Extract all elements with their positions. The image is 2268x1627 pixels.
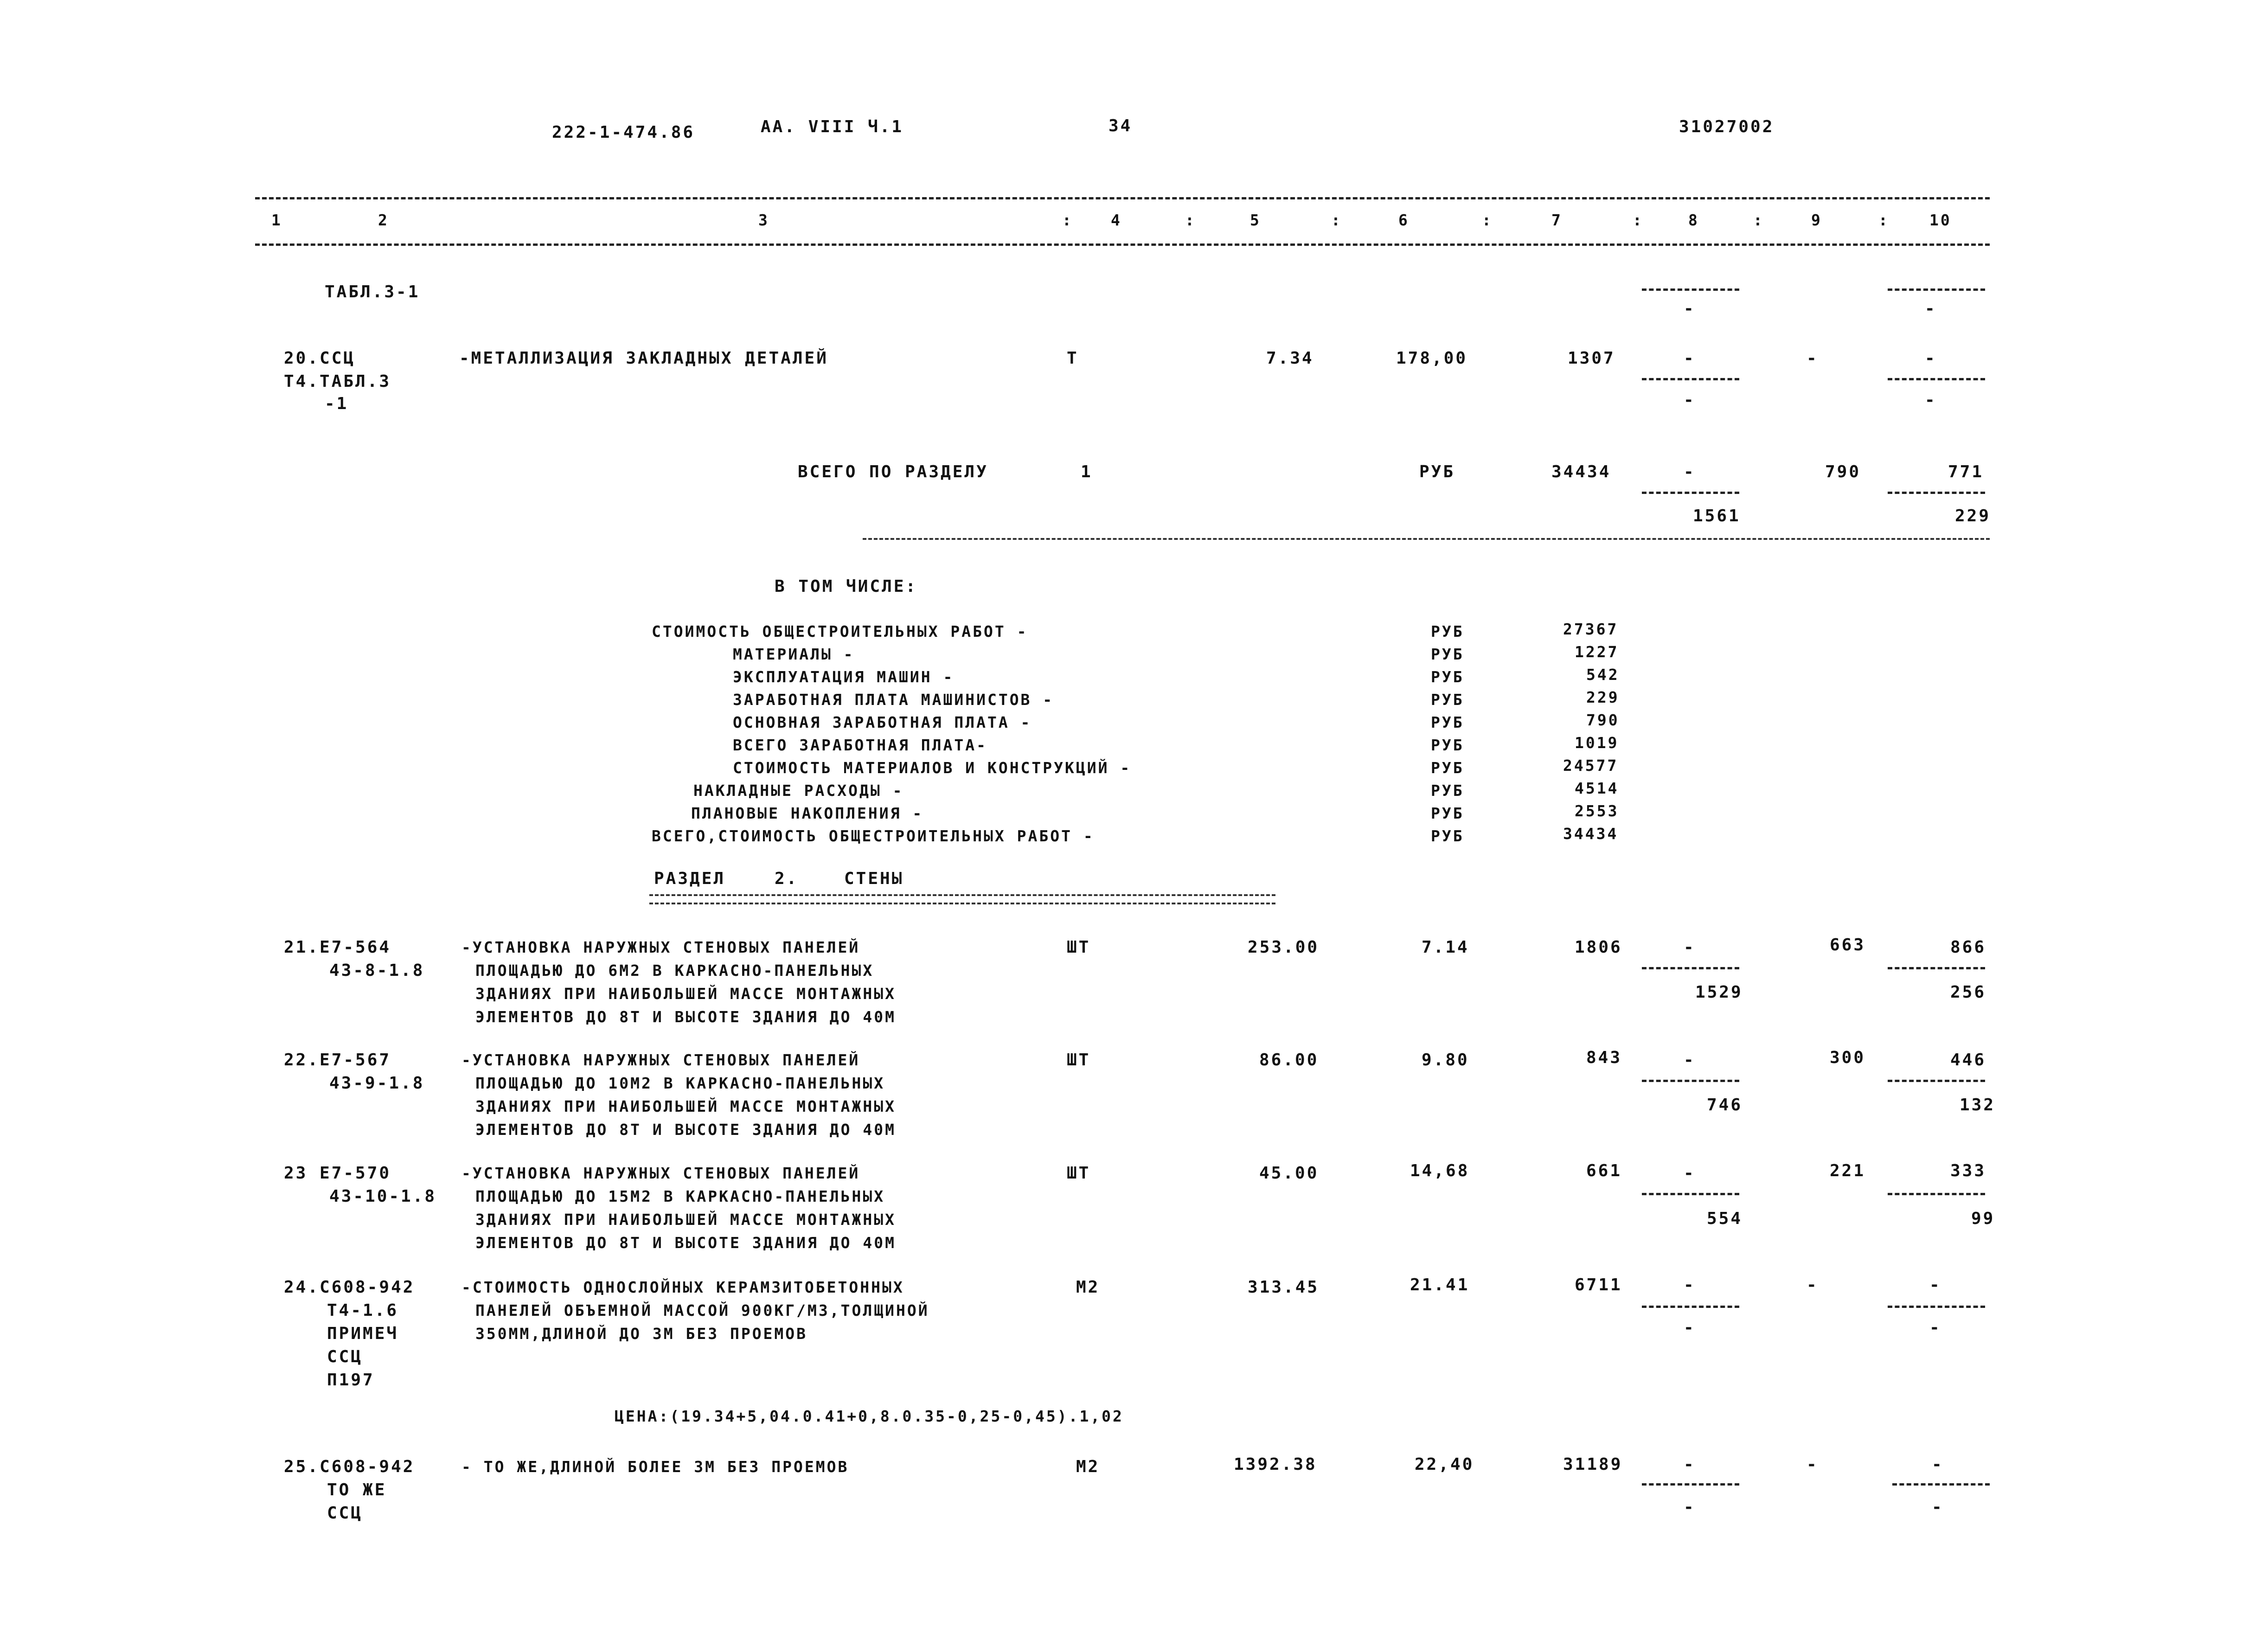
item-unit: М2 — [1076, 1278, 1100, 1297]
item-unit-price: 9.80 — [1422, 1051, 1469, 1070]
col8-divider — [1642, 378, 1739, 380]
column-separator: : — [1753, 211, 1764, 229]
breakdown-value: 1227 — [1575, 643, 1619, 661]
item-ref-line: -1 — [325, 394, 349, 413]
col8-divider — [1642, 288, 1739, 291]
item-ref-line: 43-9-1.8 — [329, 1074, 425, 1093]
breakdown-label: НАКЛАДНЫЕ РАСХОДЫ - — [693, 781, 904, 800]
item-description: - ТО ЖЕ,ДЛИНОЙ БОЛЕЕ 3М БЕЗ ПРОЕМОВ — [461, 1458, 849, 1476]
breakdown-value: 4514 — [1575, 779, 1619, 797]
item-quantity: 86.00 — [1259, 1051, 1319, 1070]
item-ref-line: П197 — [327, 1371, 375, 1390]
col9-value: 790 — [1825, 462, 1861, 481]
table-ref: ТАБЛ.3-1 — [325, 282, 420, 301]
breakdown-label: ЗАРАБОТНАЯ ПЛАТА МАШИНИСТОВ - — [733, 691, 1054, 709]
album-label: АА. VIII Ч.1 — [761, 117, 904, 136]
column-header-9: 9 — [1811, 211, 1822, 229]
item-number-ref: 21.Е7-564 — [284, 938, 391, 957]
item-ref-line: 43-10-1.8 — [329, 1187, 437, 1206]
item-ref-line: ТО ЖЕ — [327, 1480, 387, 1499]
item-number-ref: 22.Е7-567 — [284, 1051, 391, 1070]
breakdown-value: 790 — [1586, 711, 1620, 729]
col8-bottom-value: 1529 — [1695, 983, 1743, 1002]
section-total-value: 34434 — [1551, 462, 1611, 481]
item-unit: М2 — [1076, 1457, 1100, 1476]
item-description: ЭЛЕМЕНТОВ ДО 8Т И ВЫСОТЕ ЗДАНИЯ ДО 40М — [475, 1234, 896, 1252]
table-top-rule — [255, 197, 1990, 199]
item-description: ЗДАНИЯХ ПРИ НАИБОЛЬШЕЙ МАССЕ МОНТАЖНЫХ — [475, 985, 896, 1003]
col10-top-value: 771 — [1948, 462, 1984, 481]
col8-bottom-value: 1561 — [1693, 506, 1741, 525]
item-unit-price: 14,68 — [1410, 1161, 1470, 1180]
col10-bottom-value: - — [1929, 1318, 1941, 1337]
item-number-ref: 23 Е7-570 — [284, 1164, 391, 1183]
item-description: ПЛОЩАДЬЮ ДО 10М2 В КАРКАСНО-ПАНЕЛЬНЫХ — [475, 1074, 885, 1092]
document-number: 31027002 — [1679, 117, 1775, 136]
breakdown-value: 542 — [1586, 666, 1620, 684]
col8-bottom-value: - — [1684, 299, 1696, 318]
col8-divider — [1642, 1306, 1739, 1308]
item-unit-price: 178,00 — [1396, 349, 1468, 368]
col10-divider — [1888, 967, 1985, 969]
item-description: -СТОИМОСТЬ ОДНОСЛОЙНЫХ КЕРАМЗИТОБЕТОННЫХ — [461, 1278, 904, 1296]
breakdown-label: МАТЕРИАЛЫ - — [733, 645, 855, 663]
col9-value: - — [1807, 1455, 1819, 1474]
col9-value: 221 — [1830, 1161, 1866, 1180]
column-header-2: 2 — [378, 211, 389, 229]
item-quantity: 7.34 — [1266, 349, 1314, 368]
col9-value: 300 — [1830, 1048, 1866, 1067]
item-quantity: 313.45 — [1248, 1278, 1320, 1297]
column-separator: : — [1482, 211, 1493, 229]
col10-top-value: 333 — [1950, 1161, 1986, 1180]
item-unit: ШТ — [1067, 938, 1091, 957]
breakdown-unit: РУБ — [1431, 691, 1464, 709]
item-quantity: 253.00 — [1248, 938, 1320, 957]
document-code: 222-1-474.86 — [552, 123, 695, 142]
col10-top-value: - — [1925, 349, 1937, 368]
item-number-ref: 24.С608-942 — [284, 1278, 415, 1297]
price-formula: ЦЕНА:(19.34+5,04.0.41+0,8.0.35-0,25-0,45).1,02 — [615, 1407, 1124, 1425]
column-separator: : — [1331, 211, 1342, 229]
breakdown-label: СТОИМОСТЬ МАТЕРИАЛОВ И КОНСТРУКЦИЙ - — [733, 759, 1132, 777]
item-unit-price: 7.14 — [1422, 938, 1469, 957]
col8-bottom-value: 554 — [1707, 1209, 1743, 1228]
breakdown-unit: РУБ — [1431, 827, 1464, 845]
breakdown-label: ПЛАНОВЫЕ НАКОПЛЕНИЯ - — [691, 804, 924, 822]
col9-value: - — [1807, 1275, 1819, 1294]
column-separator: : — [1633, 211, 1644, 229]
breakdown-value: 27367 — [1563, 620, 1619, 638]
col8-divider — [1642, 1483, 1739, 1486]
column-header-4: 4 — [1111, 211, 1122, 229]
item-quantity: 45.00 — [1259, 1164, 1319, 1183]
col8-top-value: - — [1684, 1164, 1696, 1183]
breakdown-unit: РУБ — [1431, 759, 1464, 777]
breakdown-unit: РУБ — [1431, 668, 1464, 686]
item-description: 350ММ,ДЛИНОЙ ДО 3М БЕЗ ПРОЕМОВ — [475, 1325, 808, 1343]
col10-bottom-value: - — [1932, 1498, 1944, 1517]
col10-bottom-value: 256 — [1950, 983, 1986, 1002]
item-description: -УСТАНОВКА НАРУЖНЫХ СТЕНОВЫХ ПАНЕЛЕЙ — [461, 938, 860, 956]
breakdown-value: 2553 — [1575, 802, 1619, 820]
col8-divider — [1642, 967, 1739, 969]
breakdown-unit: РУБ — [1431, 781, 1464, 800]
col10-top-value: - — [1929, 1275, 1941, 1294]
column-header-7: 7 — [1551, 211, 1563, 229]
col10-divider — [1888, 378, 1985, 380]
col8-divider — [1642, 492, 1739, 494]
breakdown-label: ВСЕГО ЗАРАБОТНАЯ ПЛАТА- — [733, 736, 987, 754]
page-number: 34 — [1108, 116, 1133, 135]
column-header-5: 5 — [1250, 211, 1261, 229]
item-ref-line: Т4.ТАБЛ.3 — [284, 372, 391, 391]
item-ref-line: 43-8-1.8 — [329, 961, 425, 980]
col9-value: 663 — [1830, 935, 1866, 954]
col10-top-value: 866 — [1950, 938, 1986, 957]
col10-divider — [1888, 492, 1985, 494]
col10-divider — [1888, 1080, 1985, 1082]
item-unit-price: 22,40 — [1415, 1455, 1474, 1474]
item-unit: ШТ — [1067, 1051, 1091, 1070]
item-unit: ШТ — [1067, 1164, 1091, 1183]
column-separator: : — [1185, 211, 1196, 229]
col10-bottom-value: - — [1925, 299, 1937, 318]
item-ref-line: ПРИМЕЧ — [327, 1324, 399, 1343]
col10-divider — [1888, 1193, 1985, 1195]
breakdown-unit: РУБ — [1431, 736, 1464, 754]
item-unit: Т — [1067, 349, 1079, 368]
breakdown-unit: РУБ — [1431, 622, 1464, 641]
col10-divider — [1888, 288, 1985, 291]
item-total: 1307 — [1568, 349, 1615, 368]
col10-top-value: - — [1932, 1455, 1944, 1474]
col10-bottom-value: - — [1925, 391, 1937, 410]
section-number: 1 — [1081, 462, 1093, 481]
item-description: -МЕТАЛЛИЗАЦИЯ ЗАКЛАДНЫХ ДЕТАЛЕЙ — [459, 349, 828, 368]
section-label: РАЗДЕЛ — [654, 869, 726, 888]
item-unit-price: 21.41 — [1410, 1275, 1470, 1294]
breakdown-unit: РУБ — [1431, 804, 1464, 822]
col10-top-value: 446 — [1950, 1051, 1986, 1070]
section-total-unit: РУБ — [1419, 462, 1455, 481]
breakdown-value: 24577 — [1563, 756, 1619, 775]
item-total: 661 — [1586, 1161, 1622, 1180]
col8-top-value: - — [1684, 938, 1696, 957]
item-description: ЭЛЕМЕНТОВ ДО 8Т И ВЫСОТЕ ЗДАНИЯ ДО 40М — [475, 1121, 896, 1139]
col8-bottom-value: 746 — [1707, 1095, 1743, 1115]
col8-top-value: - — [1684, 1275, 1696, 1294]
col8-top-value: - — [1684, 1051, 1696, 1070]
breakdown-label: СТОИМОСТЬ ОБЩЕСТРОИТЕЛЬНЫХ РАБОТ - — [652, 622, 1028, 641]
col8-divider — [1642, 1080, 1739, 1082]
col10-divider — [1892, 1483, 1990, 1486]
item-description: -УСТАНОВКА НАРУЖНЫХ СТЕНОВЫХ ПАНЕЛЕЙ — [461, 1164, 860, 1182]
table-header-rule — [255, 243, 1990, 246]
col8-bottom-value: - — [1684, 391, 1696, 410]
breakdown-unit: РУБ — [1431, 645, 1464, 663]
item-ref-line: Т4-1.6 — [327, 1301, 399, 1320]
col8-top-value: - — [1684, 349, 1696, 368]
breakdown-label: ЭКСПЛУАТАЦИЯ МАШИН - — [733, 668, 955, 686]
item-total: 31189 — [1563, 1455, 1623, 1474]
breakdown-label: ОСНОВНАЯ ЗАРАБОТНАЯ ПЛАТА - — [733, 713, 1032, 731]
item-description: ПАНЕЛЕЙ ОБЪЕМНОЙ МАССОЙ 900КГ/М3,ТОЛЩИНОЙ — [475, 1301, 929, 1320]
col8-bottom-value: - — [1684, 1498, 1696, 1517]
column-header-10: 10 — [1929, 211, 1952, 229]
section-divider — [863, 538, 1990, 540]
item-quantity: 1392.38 — [1234, 1455, 1317, 1474]
column-header-6: 6 — [1398, 211, 1409, 229]
breakdown-heading: В ТОМ ЧИСЛЕ: — [775, 577, 918, 596]
section-number: 2. — [775, 869, 799, 888]
column-header-8: 8 — [1688, 211, 1699, 229]
col8-top-value: - — [1684, 1455, 1696, 1474]
column-separator: : — [1878, 211, 1890, 229]
item-description: ЗДАНИЯХ ПРИ НАИБОЛЬШЕЙ МАССЕ МОНТАЖНЫХ — [475, 1211, 896, 1229]
item-description: ПЛОЩАДЬЮ ДО 15М2 В КАРКАСНО-ПАНЕЛЬНЫХ — [475, 1187, 885, 1205]
col10-bottom-value: 99 — [1971, 1209, 1995, 1228]
item-ref-line: ССЦ — [327, 1504, 363, 1523]
item-description: ПЛОЩАДЬЮ ДО 6М2 В КАРКАСНО-ПАНЕЛЬНЫХ — [475, 961, 874, 980]
col8-top-value: - — [1684, 462, 1696, 481]
section-total-label: ВСЕГО ПО РАЗДЕЛУ — [798, 462, 988, 481]
item-total: 1806 — [1575, 938, 1622, 957]
column-header-3: 3 — [758, 211, 769, 229]
column-separator: : — [1062, 211, 1073, 229]
breakdown-value: 34434 — [1563, 825, 1619, 843]
section-title: СТЕНЫ — [844, 869, 904, 888]
breakdown-value: 229 — [1586, 688, 1620, 706]
col10-bottom-value: 229 — [1955, 506, 1991, 525]
item-ref-line: ССЦ — [327, 1347, 363, 1366]
col10-bottom-value: 132 — [1960, 1095, 1996, 1115]
column-header-1: 1 — [271, 211, 282, 229]
section-underline — [649, 894, 1275, 904]
item-description: ЗДАНИЯХ ПРИ НАИБОЛЬШЕЙ МАССЕ МОНТАЖНЫХ — [475, 1097, 896, 1115]
col8-bottom-value: - — [1684, 1318, 1696, 1337]
item-total: 6711 — [1575, 1275, 1622, 1294]
item-total: 843 — [1586, 1048, 1622, 1067]
breakdown-label: ВСЕГО,СТОИМОСТЬ ОБЩЕСТРОИТЕЛЬНЫХ РАБОТ - — [652, 827, 1095, 845]
breakdown-value: 1019 — [1575, 734, 1619, 752]
item-description: ЭЛЕМЕНТОВ ДО 8Т И ВЫСОТЕ ЗДАНИЯ ДО 40М — [475, 1008, 896, 1026]
item-description: -УСТАНОВКА НАРУЖНЫХ СТЕНОВЫХ ПАНЕЛЕЙ — [461, 1051, 860, 1069]
item-number-ref: 20.ССЦ — [284, 349, 356, 368]
col8-divider — [1642, 1193, 1739, 1195]
col9-value: - — [1807, 349, 1819, 368]
breakdown-unit: РУБ — [1431, 713, 1464, 731]
col10-divider — [1888, 1306, 1985, 1308]
item-number-ref: 25.С608-942 — [284, 1457, 415, 1476]
